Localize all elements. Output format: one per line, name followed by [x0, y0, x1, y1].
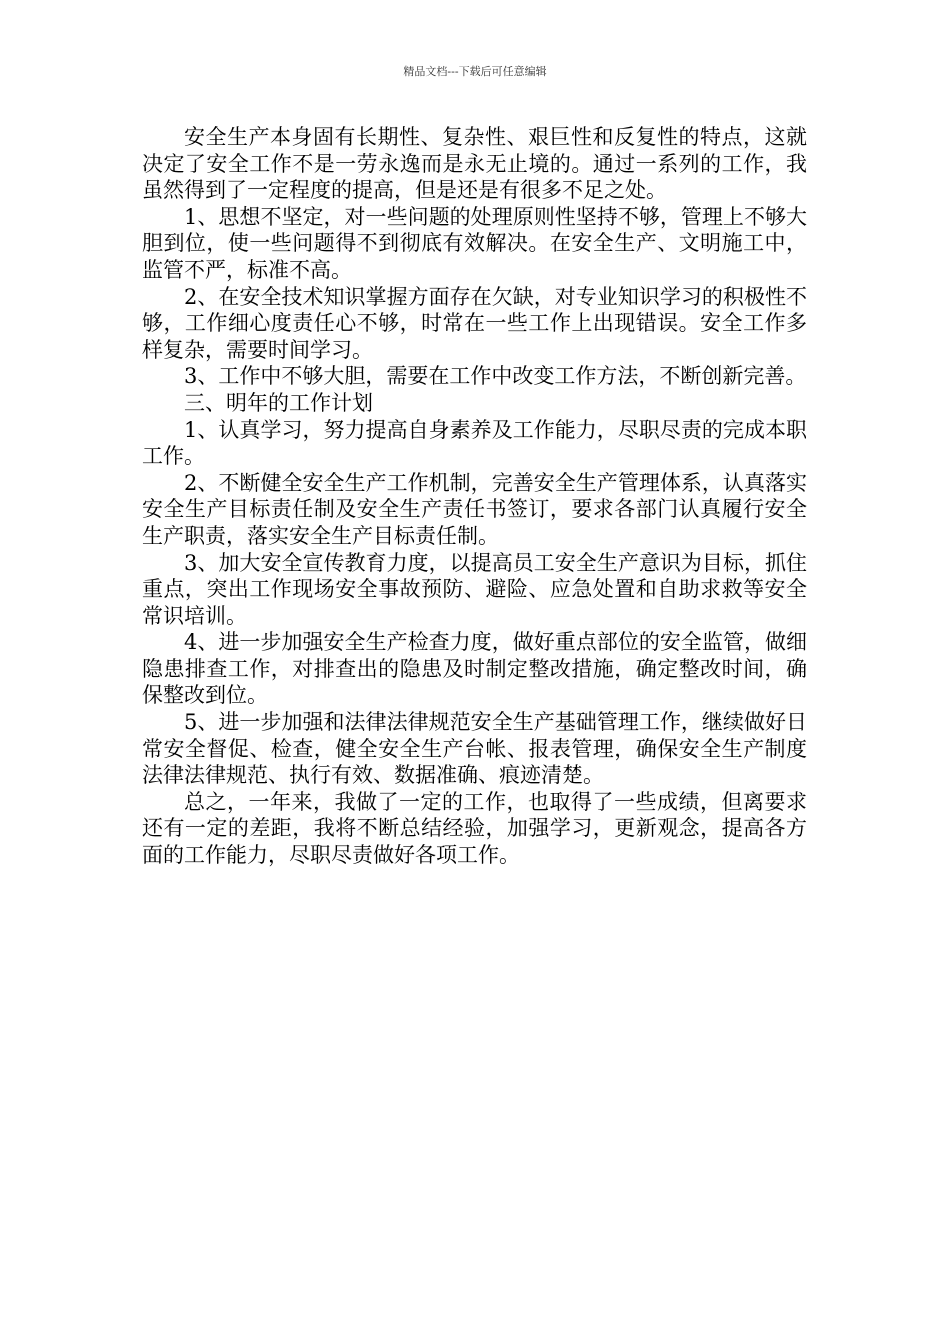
- paragraph-plan-4: 4、进一步加强安全生产检查力度，做好重点部位的安全监管，做细隐患排查工作，对排查出的隐患及时制定整改措施，确定整改时间，确保整改到位。: [142, 630, 807, 708]
- document-body: [142, 124, 807, 869]
- paragraph-plan-5: 5、进一步加强和法律法律规范安全生产基础管理工作，继续做好日常安全督促、检查，健全安全生产台帐、报表管理，确保安全生产制度法律法律规范、执行有效、数据准确、痕迹清楚。: [142, 710, 807, 788]
- paragraph-plan-3: 3、加大安全宣传教育力度，以提高员工安全生产意识为目标，抓住重点，突出工作现场安全事故预防、避险、应急处置和自助求救等安全常识培训。: [142, 550, 807, 628]
- paragraph-shortcoming-1: 1、思想不坚定，对一些问题的处理原则性坚持不够，管理上不够大胆到位，使一些问题得不到彻底有效解决。在安全生产、文明施工中，监管不严，标准不高。: [142, 204, 807, 282]
- paragraph-conclusion: 总之，一年来，我做了一定的工作，也取得了一些成绩，但离要求还有一定的差距，我将不断总结经验，加强学习，更新观念，提高各方面的工作能力，尽职尽责做好各项工作。: [142, 789, 807, 868]
- paragraph-plan-1: 1、认真学习，努力提高自身素养及工作能力，尽职尽责的完成本职工作。: [142, 417, 807, 469]
- section-heading-plan: 三、明年的工作计划: [184, 390, 373, 415]
- paragraph-plan-2: 2、不断健全安全生产工作机制，完善安全生产管理体系，认真落实安全生产目标责任制及安全生产责任书签订，要求各部门认真履行安全生产职责，落实安全生产目标责任制。: [142, 470, 807, 548]
- paragraph-intro: 安全生产本身固有长期性、复杂性、艰巨性和反复性的特点，这就决定了安全工作不是一劳永逸而是永无止境的。通过一系列的工作，我虽然得到了一定程度的提高，但是还是有很多不足之处。: [142, 125, 807, 203]
- page-header: 精品文档---下载后可任意编辑: [403, 65, 547, 78]
- paragraph-shortcoming-3: 3、工作中不够大胆，需要在工作中改变工作方法，不断创新完善。: [184, 364, 807, 389]
- paragraph-shortcoming-2: 2、在安全技术知识掌握方面存在欠缺，对专业知识学习的积极性不够，工作细心度责任心不够，时常在一些工作上出现错误。安全工作多样复杂，需要时间学习。: [142, 284, 807, 362]
